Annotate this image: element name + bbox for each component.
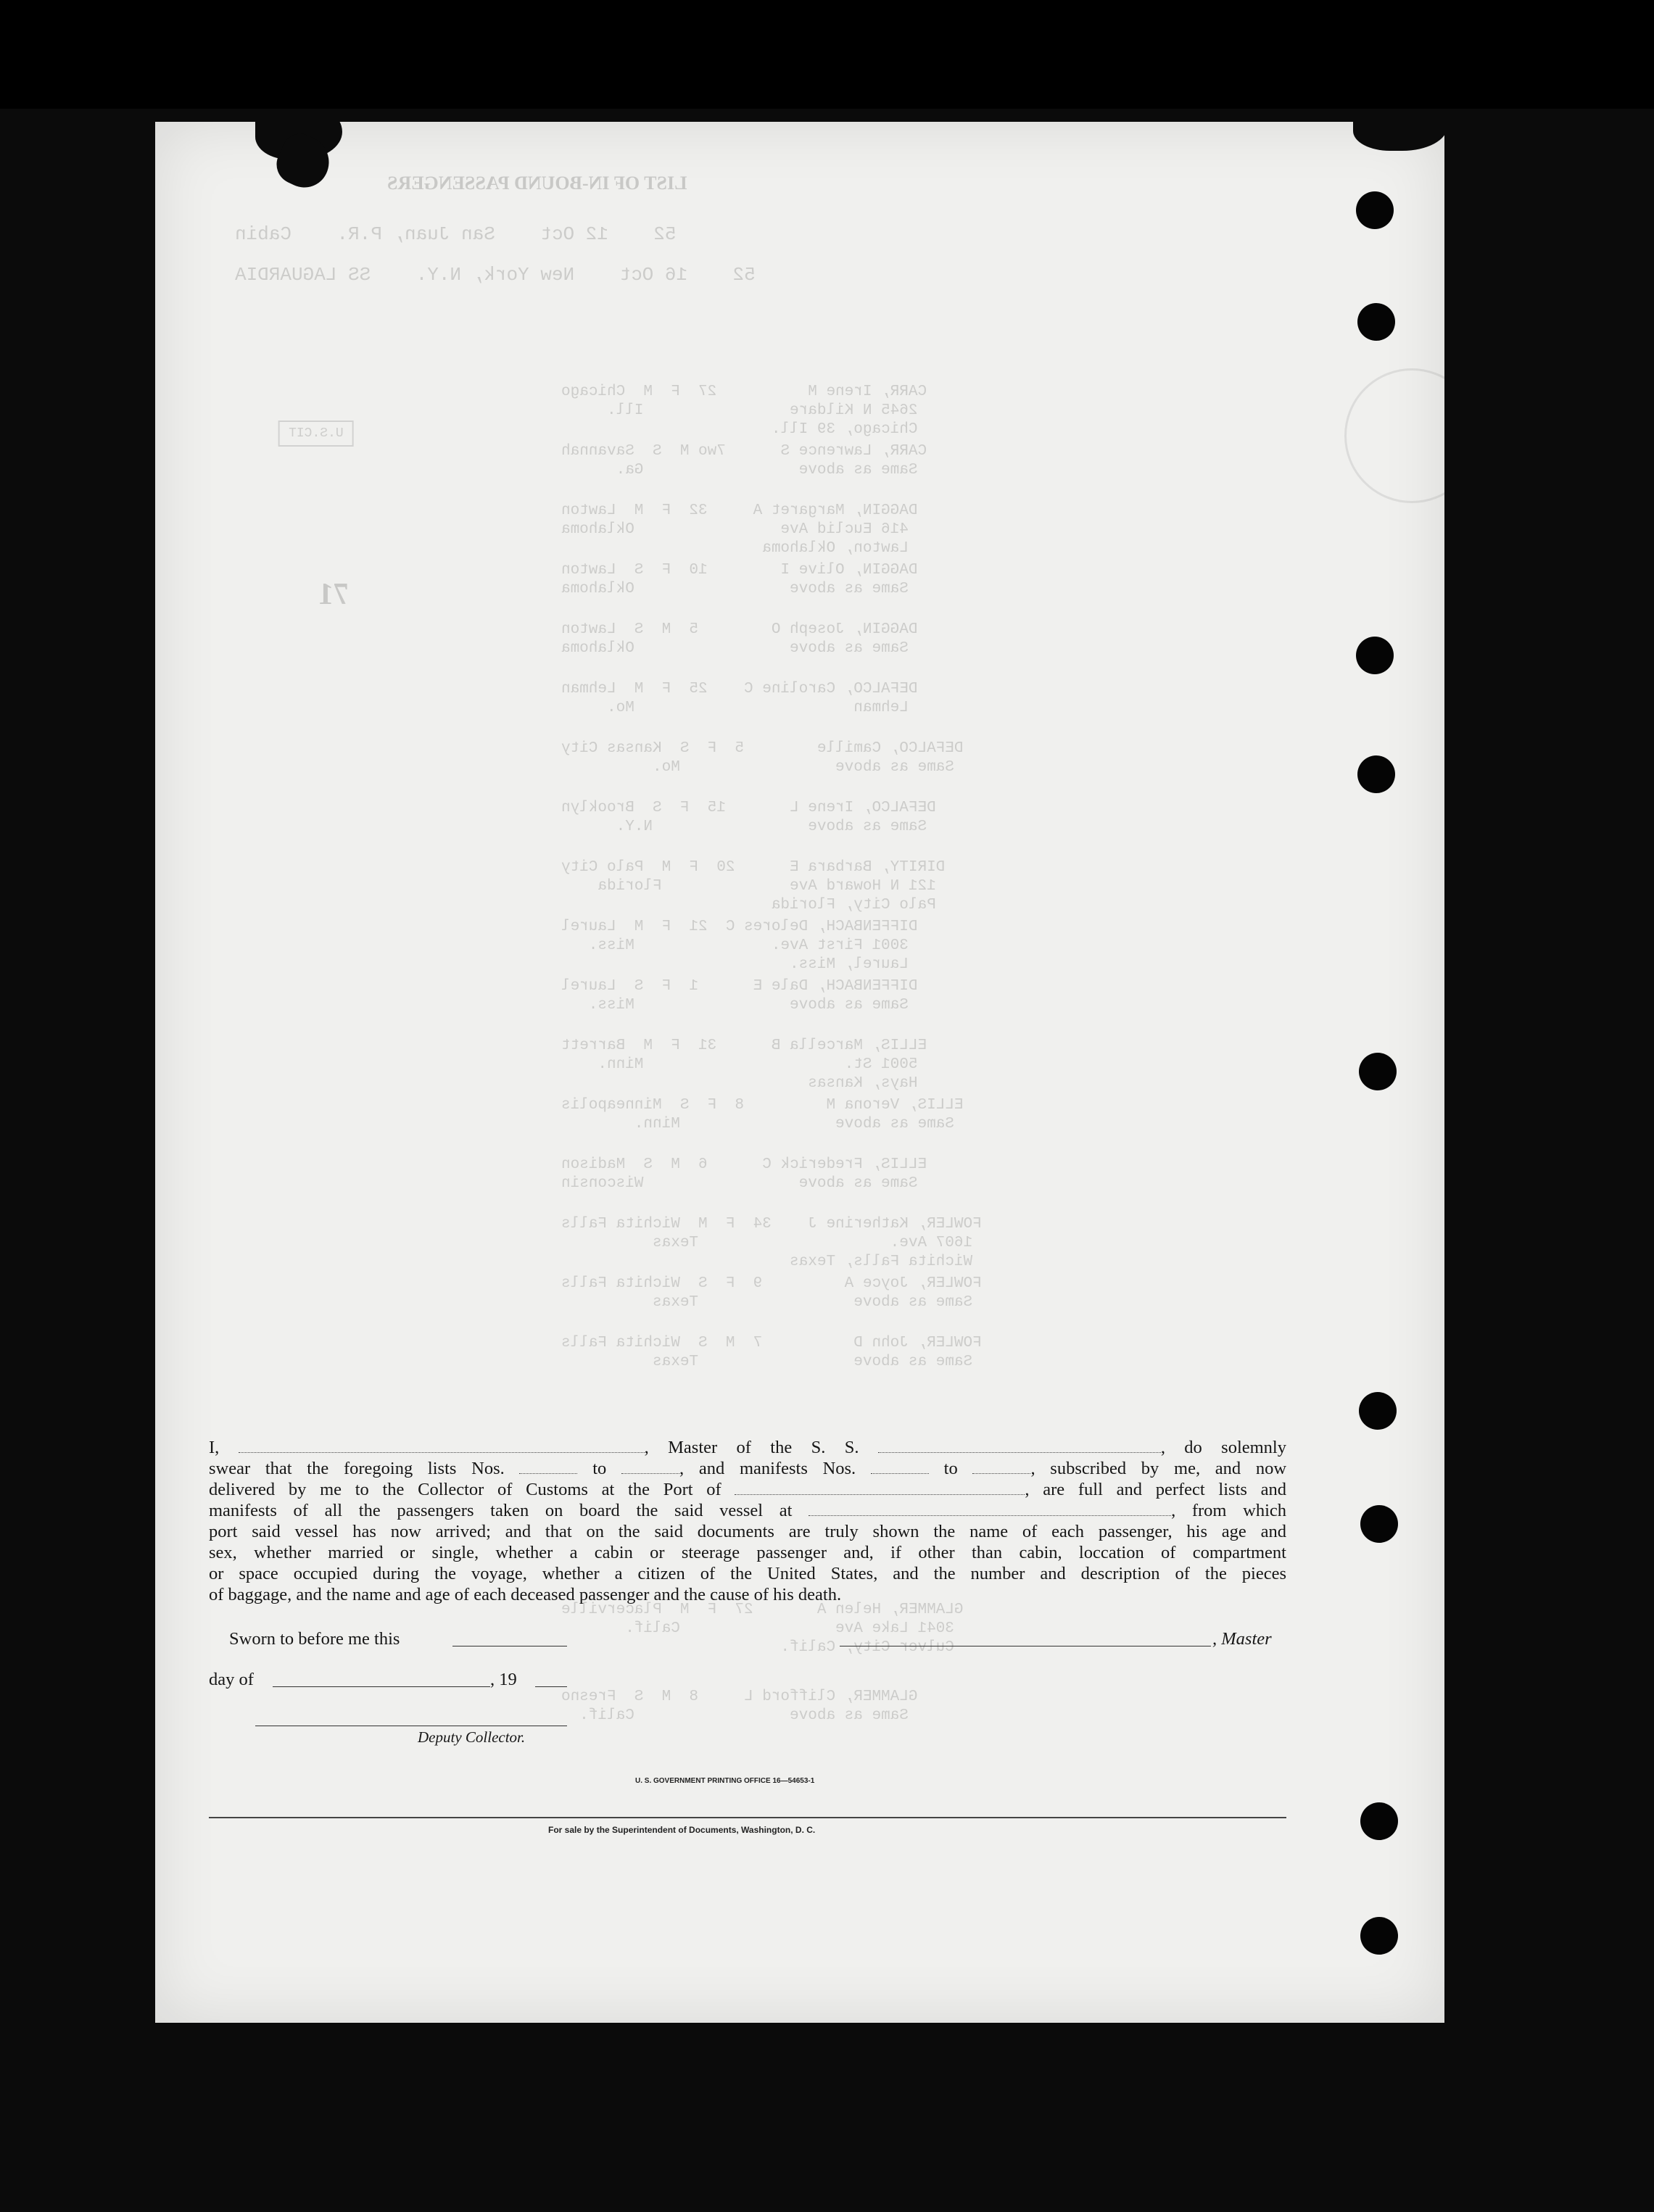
fill-blank-manifest-to[interactable]: [972, 1459, 1030, 1474]
ghost-passenger-row: CARR, Irene M 27 F M Chicago 2645 N Kildare Ill. Chicago, 39 Ill.: [561, 384, 927, 438]
scan-border-top: [0, 0, 1654, 109]
fill-blank-ship-name[interactable]: [878, 1438, 1161, 1453]
ghost-passenger-row: DEFALCO, Irene L 15 F S Brooklyn Same as above N.Y.: [561, 800, 936, 835]
ghost-passenger-row: CARR, Lawrence S 7wo M S Savannah Same as above Ga.: [561, 443, 927, 479]
ghost-passenger-row: DAGGIN, Margaret A 32 F M Lawton 416 Euclid Ave Oklahoma Lawton, Oklahoma: [561, 502, 918, 557]
oath-line: or space occupied during the voyage, whether a citizen of the United States, and the number and description of the pieces: [209, 1564, 1286, 1583]
punch-hole: [1356, 637, 1394, 674]
oath-text: , subscribed by me, and now: [1030, 1459, 1287, 1478]
punch-hole: [1359, 1053, 1397, 1090]
oath-text: swear that the foregoing lists Nos.: [209, 1459, 505, 1478]
oath-line: [209, 1500, 1286, 1521]
torn-corner-right: [1353, 122, 1444, 151]
oath-paragraph: [209, 1437, 1286, 1605]
deputy-collector-label: Deputy Collector.: [418, 1728, 526, 1746]
for-sale-notice: For sale by the Superintendent of Documents, Washington, D. C.: [548, 1825, 816, 1835]
day-of-label: day of: [209, 1670, 254, 1689]
fill-blank-manifest-from[interactable]: [871, 1459, 929, 1474]
punch-hole: [1357, 755, 1395, 793]
oath-text: , are full and perfect lists and: [1025, 1480, 1287, 1499]
ghost-passenger-row: DIFFENBACH, Dale E 1 F S Laurel Same as above Miss.: [561, 978, 918, 1014]
ghost-page-number: 71: [318, 578, 349, 611]
ghost-passenger-row: GLAMMER, Clifford L 8 M S Fresno Same as above Calif.: [561, 1689, 918, 1724]
ghost-passenger-row: DIRITY, Barbara E 20 F M Palo City 121 N Howard Ave Florida Palo City, Florida: [561, 859, 946, 914]
ghost-passenger-row: DAGGIN, Olive I 10 F S Lawton Same as above Oklahoma: [561, 562, 918, 597]
sworn-label: Sworn to before me this: [229, 1629, 400, 1649]
oath-line: [209, 1437, 1286, 1458]
ghost-passenger-row: ELLIS, Marcella B 31 F M Barrett 5001 St. Minn. Hays, Kansas: [561, 1037, 927, 1092]
ghost-passenger-row: DAGGIN, Joseph O 5 M S Lawton Same as above Oklahoma: [561, 621, 918, 657]
ghost-passenger-row: DEFALCO, Caroline C 25 F M Lehman Lehman Mo.: [561, 681, 918, 716]
oath-text: to: [592, 1459, 607, 1478]
fill-blank-port[interactable]: [735, 1480, 1025, 1495]
oath-line: port said vessel has now arrived; and that on the said documents are truly shown the name of each passenger, his age and: [209, 1522, 1286, 1541]
footer-rule: [209, 1817, 1286, 1818]
ghost-stamp: U.S.CIT: [278, 421, 354, 447]
punch-hole: [1360, 1802, 1398, 1840]
fill-blank-departure-port[interactable]: [809, 1501, 1171, 1516]
oath-text: , from which: [1171, 1501, 1287, 1520]
oath-line: [209, 1479, 1286, 1500]
ghost-header-row-1: 52 12 Oct San Juan, P.R. Cabin: [235, 223, 677, 245]
ghost-passenger-row: FOWLER, John D 7 M S Wichita Falls Same as above Texas: [561, 1335, 982, 1370]
master-label: , Master: [1212, 1629, 1272, 1649]
oath-text: manifests of all the passengers taken on board the said vessel at: [209, 1501, 793, 1520]
ghost-passenger-row: GLAMMER, Helen A 27 F M Placerville 3041 Lake Ave Calif. Culver City, Calif.: [561, 1602, 964, 1656]
oath-text: to: [943, 1459, 958, 1478]
year-line[interactable]: [535, 1686, 567, 1687]
punch-hole: [1360, 1505, 1398, 1543]
oath-text: delivered by me to the Collector of Customs at the Port of: [209, 1480, 721, 1499]
oath-text: , and manifests Nos.: [679, 1459, 856, 1478]
punch-hole: [1360, 1917, 1398, 1955]
oath-line: [209, 1458, 1286, 1479]
oath-text: , Master of the S. S.: [644, 1438, 859, 1457]
punch-hole: [1356, 191, 1394, 229]
ghost-passenger-row: FOWLER, Joyce A 9 F S Wichita Falls Same as above Texas: [561, 1275, 982, 1311]
ghost-header-title: LIST OF IN-BOUND PASSENGERS: [387, 173, 687, 194]
printing-office-line: U. S. GOVERNMENT PRINTING OFFICE 16—54653-1: [635, 1777, 815, 1785]
ghost-passenger-row: FOWLER, Katherine J 34 F M Wichita Falls 1607 Ave. Texas Wichita Falls, Texas: [561, 1216, 982, 1270]
fill-blank-list-to[interactable]: [621, 1459, 679, 1474]
ghost-passenger-row: ELLIS, Frederick C 6 M S Madison Same as above Wisconsin: [561, 1156, 927, 1192]
ghost-passenger-row: ELLIS, Verona M 8 F S Minneapolis Same as above Minn.: [561, 1097, 964, 1132]
day-of-line[interactable]: [273, 1686, 490, 1687]
oath-line: of baggage, and the name and age of each deceased passenger and the cause of his death.: [209, 1585, 842, 1604]
year-prefix: , 19: [490, 1670, 517, 1689]
oath-text: I,: [209, 1438, 220, 1457]
punch-hole: [1359, 1392, 1397, 1430]
ghost-passenger-row: DIFFENBACH, Delores C 21 F M Laurel 3001 First Ave. Miss. Laurel, Miss.: [561, 919, 918, 973]
ghost-header-row-2: 52 16 Oct New York, N.Y. SS LAGUARDIA: [235, 264, 756, 286]
ghost-passenger-row: DEFALCO, Camille 5 F S Kansas City Same as above Mo.: [561, 740, 964, 776]
manifest-page: [155, 122, 1444, 2023]
fill-blank-list-from[interactable]: [519, 1459, 577, 1474]
punch-hole: [1357, 303, 1395, 341]
fill-blank-master-name[interactable]: [239, 1438, 645, 1453]
oath-text: , do solemnly: [1160, 1438, 1286, 1457]
ghost-seal: [1344, 368, 1444, 503]
oath-line: sex, whether married or single, whether a cabin or steerage passenger and, if other than cabin, loccation of compartment: [209, 1543, 1286, 1562]
